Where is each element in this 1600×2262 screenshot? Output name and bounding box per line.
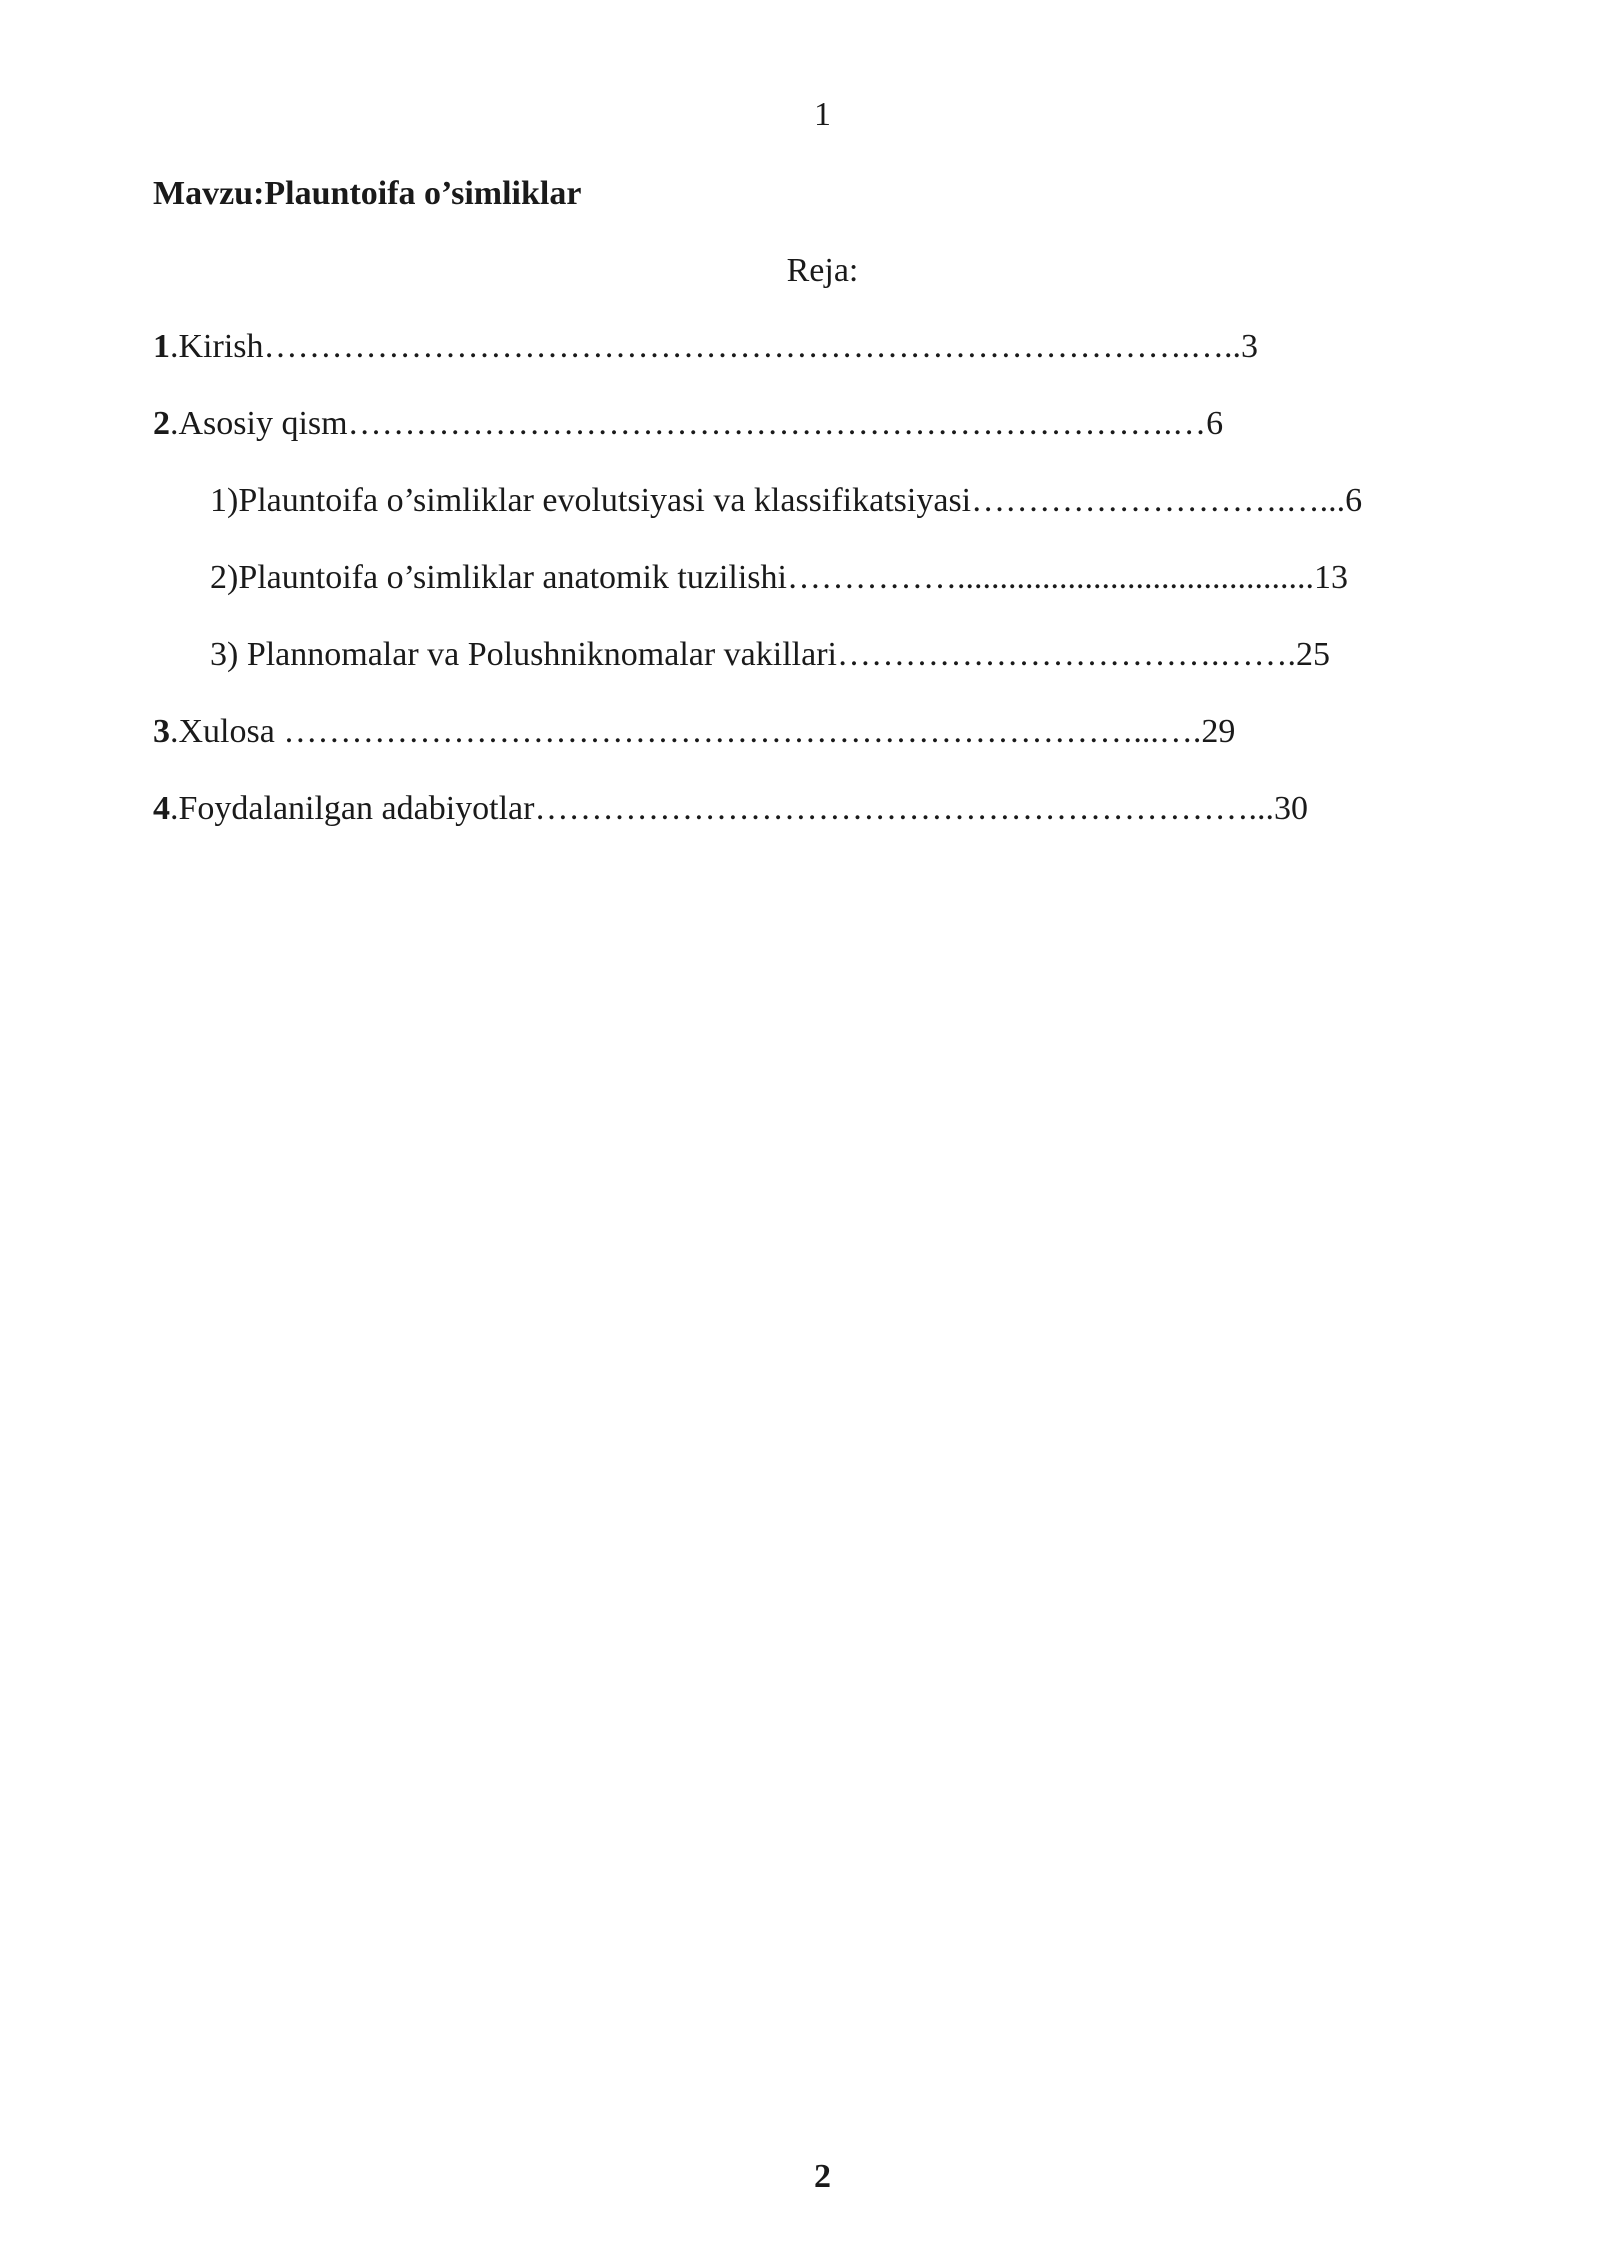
toc-subentry-evolution bbox=[210, 482, 1362, 520]
toc-entry-text: .Xulosa …………………………………………………………………...….29 bbox=[170, 713, 1236, 750]
toc-entry-number: 2 bbox=[153, 405, 170, 442]
plan-heading: Reja: bbox=[786, 252, 859, 289]
toc-subentry-representatives bbox=[210, 636, 1330, 674]
toc-entry-main-part bbox=[153, 405, 1223, 443]
toc-entry-number: 3 bbox=[153, 713, 170, 750]
header-page-number: 1 bbox=[814, 96, 831, 133]
toc-entry-number: 4 bbox=[153, 790, 170, 827]
toc-entry-conclusion bbox=[153, 713, 1235, 751]
document-title: Mavzu:Plauntoifa o’simliklar bbox=[153, 175, 582, 212]
toc-entry-text: .Foydalanilgan adabiyotlar………………………………………………………...30 bbox=[170, 790, 1308, 827]
footer-page-number: 2 bbox=[814, 2158, 831, 2195]
toc-entry-references bbox=[153, 790, 1308, 828]
toc-entry-text: .Kirish……………………………………………………………………….…..3 bbox=[170, 328, 1258, 365]
toc-entry-introduction bbox=[153, 328, 1258, 366]
toc-entry-text: 2)Plauntoifa o’simliklar anatomik tuzilishi……………..........................................13 bbox=[210, 559, 1348, 596]
toc-entry-text: .Asosiy qism……………………………………………………………….…6 bbox=[170, 405, 1224, 442]
toc-subentry-anatomy bbox=[210, 559, 1348, 597]
toc-entry-text: 1)Plauntoifa o’simliklar evolutsiyasi va klassifikatsiyasi……………………….…...6 bbox=[210, 482, 1363, 519]
toc-entry-text: 3) Plannomalar va Polushniknomalar vakillari…………………………….…….25 bbox=[210, 636, 1330, 673]
toc-entry-number: 1 bbox=[153, 328, 170, 365]
